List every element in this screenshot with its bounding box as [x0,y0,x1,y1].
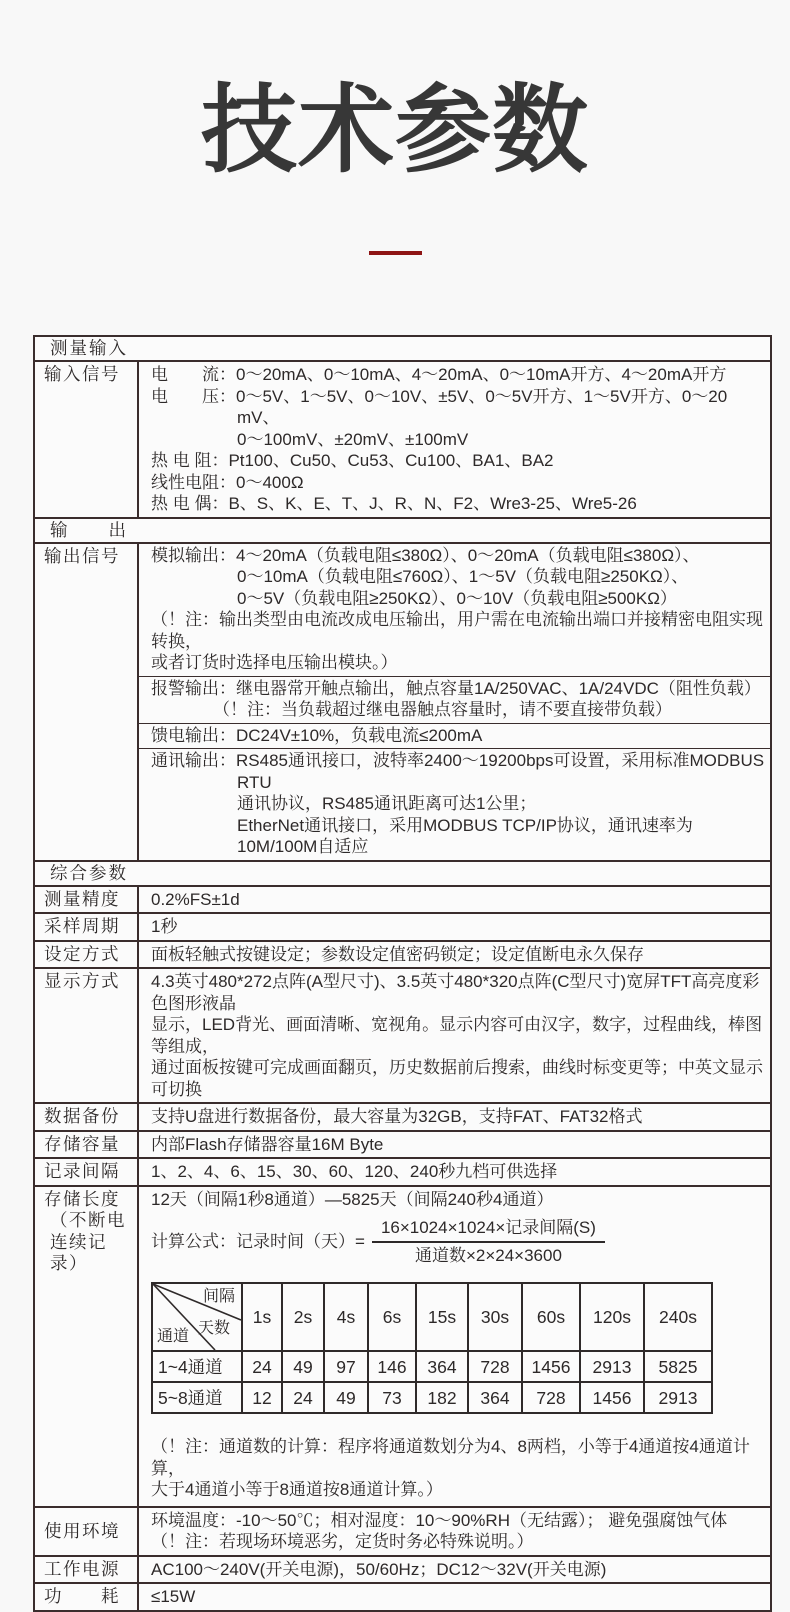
page-title: 技术参数 [201,77,589,184]
storage-label-line-3: 连续记录） [50,1231,107,1273]
row-5-8-value-7: 1456 [580,1382,644,1413]
consumption-value-text: ≤15W [151,1587,196,1606]
row-input-signal [34,361,771,518]
analog-output-note-2: 或者订货时选择电压输出模块。） [151,653,398,672]
input-current-line: 电 流：0～20mA、0～10mA、4～20mA、0～10mA开方、4～20mA开方 [151,365,727,384]
input-linear-resistance-line: 线性电阻：0～400Ω [151,472,304,492]
section-row-measure-input [34,336,771,361]
feed-output-block [139,723,770,749]
display-line-1: 4.3英寸480*272点阵(A型尺寸)、3.5英寸480*320点阵(C型尺寸)宽屏TFT高亮度彩色图形液晶 [151,972,760,1013]
capacity-value-text: 内部Flash存储器容量16M Byte [151,1134,384,1154]
consumption-label: 功 耗 [34,1583,138,1611]
storage-note-line-2: 大于4通道小等于8通道按8通道计算。） [151,1480,443,1499]
storage-label-line-2: （不断电 [50,1210,126,1230]
environment-line-1: 环境温度：-10～50℃；相对湿度：10～90%RH（无结露）； 避免强腐蚀气体 [151,1510,728,1530]
row-display [34,968,771,1103]
row-interval [34,1158,771,1186]
environment-line-2: （！注：若现场环境恶劣，定货时务必特殊说明。） [151,1532,534,1551]
consumption-value [138,1583,771,1611]
storage-label [34,1186,138,1507]
alarm-output-block [139,676,770,723]
row-1-4-value-8: 5825 [644,1351,712,1382]
storage-table-corner-cell [152,1283,242,1351]
input-signal-content [138,361,771,518]
corner-channel-label: 通道 [157,1328,190,1345]
sampling-value [138,913,771,941]
analog-output-line-3: 0～5V（负载电阻≥250KΩ）、0～10V（负载电阻≥500KΩ） [237,588,677,608]
section-row-general [34,861,771,886]
interval-header-15s: 15s [416,1283,468,1351]
comm-output-line-3: EtherNet通讯接口，采用MODBUS TCP/IP协议，通讯速率为10M/100M自适应 [237,815,693,856]
input-voltage-line-2: 0～100mV、±20mV、±100mV [237,429,469,449]
interval-header-4s: 4s [324,1283,368,1351]
power-value [138,1556,771,1584]
storage-formula-prefix: 计算公式：记录时间（天）= [151,1232,365,1251]
row-5-8-value-3: 73 [368,1382,416,1413]
row-1-4-value-4: 364 [416,1351,468,1382]
row-5-8-value-6: 728 [522,1382,580,1413]
interval-value-text: 1、2、4、6、15、30、60、120、240秒九档可供选择 [151,1162,558,1181]
comm-output-line-2: 通讯协议，RS485通讯距离可达1公里； [237,794,537,813]
storage-days-table [151,1282,713,1414]
row-5-8-value-1: 24 [282,1382,324,1413]
accuracy-value [138,886,771,914]
storage-formula-numerator: 16×1024×1024×记录间隔(S) [372,1218,605,1243]
display-content [138,968,771,1103]
analog-output-block [139,544,770,676]
storage-content [138,1186,771,1507]
interval-header-120s: 120s [580,1283,644,1351]
interval-header-30s: 30s [468,1283,522,1351]
row-1-4-label: 1~4通道 [152,1351,242,1382]
corner-days-label: 天数 [197,1320,230,1337]
row-sampling [34,913,771,941]
capacity-label: 存储容量 [34,1131,138,1159]
backup-value [138,1103,771,1131]
analog-output-line-1: 模拟输出：4～20mA（负载电阻≤380Ω）、0～20mA（负载电阻≤380Ω）、 [151,545,700,565]
row-1-4-value-2: 97 [324,1351,368,1382]
section-label-output: 输 出 [34,518,771,543]
display-line-2: 显示，LED背光、画面清晰、宽视角。显示内容可由汉字，数字，过程曲线，棒图等组成， [151,1015,763,1056]
row-1-4-value-6: 1456 [522,1351,580,1382]
section-row-output [34,518,771,543]
storage-formula-fraction [372,1218,605,1266]
row-5-8-label: 5~8通道 [152,1382,242,1413]
row-5-8-value-8: 2913 [644,1382,712,1413]
storage-label-line-1: 存储长度 [44,1188,120,1209]
interval-header-240s: 240s [644,1283,712,1351]
sampling-value-text: 1秒 [151,917,178,936]
display-label: 显示方式 [34,968,138,1103]
interval-header-2s: 2s [282,1283,324,1351]
comm-output-line-1: 通讯输出：RS485通讯接口，波特率2400～19200bps可设置，采用标准MODBUS RTU [151,751,765,792]
storage-formula-denominator: 通道数×2×24×3600 [414,1246,562,1265]
row-5-8-value-4: 182 [416,1382,468,1413]
backup-value-text: 支持U盘进行数据备份，最大容量为32GB，支持FAT、FAT32格式 [151,1107,643,1126]
row-5-8-value-2: 49 [324,1382,368,1413]
setting-value-text: 面板轻触式按键设定；参数设定值密码锁定；设定值断电永久保存 [151,944,644,964]
accuracy-value-text: 0.2%FS±1d [151,889,240,909]
row-output-signal [34,543,771,861]
title-accent-divider [369,251,422,255]
power-label: 工作电源 [34,1556,138,1584]
row-environment [34,1507,771,1556]
interval-value [138,1158,771,1186]
row-1-4-value-7: 2913 [580,1351,644,1382]
alarm-output-line-2: （！注：当负载超过继电器触点容量时，请不要直接带负载） [213,700,672,719]
row-setting [34,941,771,969]
input-signal-label: 输入信号 [34,361,138,518]
interval-header-6s: 6s [368,1283,416,1351]
row-1-4-value-5: 728 [468,1351,522,1382]
comm-output-block [139,748,770,860]
storage-table-row-1-4 [152,1351,712,1382]
storage-table-row-5-8 [152,1382,712,1413]
row-5-8-value-5: 364 [468,1382,522,1413]
spec-table [33,335,772,1612]
analog-output-note-1: （！注：输出类型由电流改成电压输出，用户需在电流输出端口并接精密电阻实现转换， [151,610,763,651]
setting-label: 设定方式 [34,941,138,969]
row-1-4-value-0: 24 [242,1351,282,1382]
row-accuracy [34,886,771,914]
backup-label: 数据备份 [34,1103,138,1131]
row-5-8-value-0: 12 [242,1382,282,1413]
power-value-text: AC100～240V(开关电源)，50/60Hz；DC12～32V(开关电源) [151,1559,607,1579]
environment-label: 使用环境 [34,1507,138,1556]
interval-label: 记录间隔 [34,1158,138,1186]
input-thermocouple-line: 热 电 偶：B、S、K、E、T、J、R、N、F2、Wre3-25、Wre5-26 [151,494,637,513]
interval-header-60s: 60s [522,1283,580,1351]
corner-interval-label: 间隔 [202,1288,235,1305]
display-line-3: 通过面板按键可完成画面翻页，历史数据前后搜索，曲线时标变更等；中英文显示可切换 [151,1058,763,1099]
row-backup [34,1103,771,1131]
row-1-4-value-1: 49 [282,1351,324,1382]
interval-header-1s: 1s [242,1283,282,1351]
section-label-measure-input: 测量输入 [34,336,771,361]
feed-output-line: 馈电输出：DC24V±10%，负载电流≤200mA [151,725,483,745]
storage-note-line-1: （！注：通道数的计算：程序将通道数划分为4、8两档，小等于4通道按4通道计算， [151,1437,750,1478]
section-label-general: 综合参数 [34,861,771,886]
alarm-output-line-1: 报警输出：继电器常开触点输出，触点容量1A/250VAC、1A/24VDC（阻性负载） [151,678,761,698]
row-capacity [34,1131,771,1159]
row-storage-length [34,1186,771,1507]
row-consumption [34,1583,771,1611]
storage-formula [151,1210,766,1269]
input-voltage-line-1: 电 压：0～5V、1～5V、0～10V、±5V、0～5V开方、1～5V开方、0～20 mV、 [151,386,728,427]
output-signal-content [138,543,771,861]
environment-content [138,1507,771,1556]
setting-value [138,941,771,969]
storage-table-header-row [152,1283,712,1351]
row-1-4-value-3: 146 [368,1351,416,1382]
capacity-value [138,1131,771,1159]
accuracy-label: 测量精度 [34,886,138,914]
storage-range-line: 12天（间隔1秒8通道）—5825天（间隔240秒4通道） [151,1189,554,1209]
input-rtd-line: 热 电 阻：Pt100、Cu50、Cu53、Cu100、BA1、BA2 [151,451,554,470]
output-signal-label: 输出信号 [34,543,138,861]
row-power [34,1556,771,1584]
analog-output-line-2: 0～10mA（负载电阻≤760Ω）、1～5V（负载电阻≥250KΩ）、 [237,567,689,586]
sampling-label: 采样周期 [34,913,138,941]
